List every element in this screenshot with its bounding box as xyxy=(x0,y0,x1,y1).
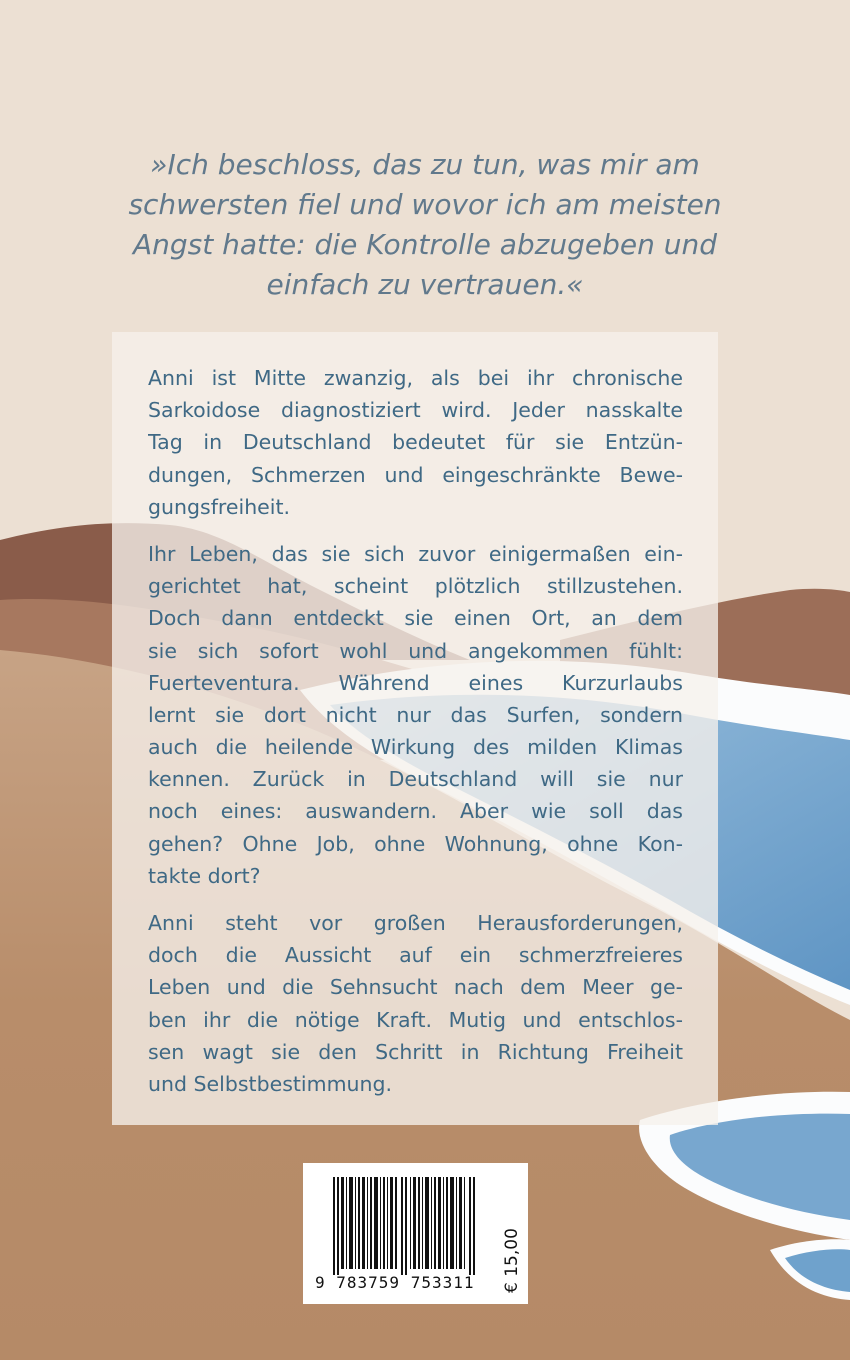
blurb-line: sen wagt sie den Schritt in Richtung Freiheit xyxy=(148,1039,683,1064)
blurb-line: Tag in Deutschland bedeutet für sie Entzün- xyxy=(148,430,683,455)
blurb-line: noch eines: auswandern. Aber wie soll das xyxy=(148,799,683,824)
blurb-paragraph-2 xyxy=(148,538,683,892)
blurb-line: ben ihr die nötige Kraft. Mutig und entschlos- xyxy=(148,1007,683,1032)
isbn-barcode xyxy=(303,1163,528,1304)
blurb-paragraph-1 xyxy=(148,362,683,523)
book-blurb xyxy=(148,362,683,1115)
blurb-line: gungsfreiheit. xyxy=(148,494,291,519)
blurb-line: Sarkoidose diagnostiziert wird. Jeder nasskalte xyxy=(148,398,683,423)
blurb-line: doch die Aussicht auf ein schmerzfreieres xyxy=(148,943,683,968)
blurb-line: gerichtet hat, scheint plötzlich stillzustehen. xyxy=(148,574,683,599)
price-label: € 15,00 xyxy=(502,1228,522,1293)
quote-line: einfach zu vertrauen.« xyxy=(266,268,584,301)
blurb-line: auch die heilende Wirkung des milden Klimas xyxy=(148,735,683,760)
blurb-line: Anni ist Mitte zwanzig, als bei ihr chronische xyxy=(148,366,683,390)
quote-line: Angst hatte: die Kontrolle abzugeben und xyxy=(132,228,718,261)
blurb-line: gehen? Ohne Job, ohne Wohnung, ohne Kon- xyxy=(148,831,683,856)
blurb-line: sie sich sofort wohl und angekommen fühlt: xyxy=(148,638,683,663)
blurb-line: Anni steht vor großen Herausforderungen, xyxy=(148,911,683,935)
cover-quote xyxy=(100,145,750,305)
blurb-paragraph-3 xyxy=(148,907,683,1100)
blurb-line: takte dort? xyxy=(148,863,261,888)
isbn-number: 9 783759 753311 xyxy=(315,1273,475,1292)
blurb-line: dungen, Schmerzen und eingeschränkte Bewe- xyxy=(148,462,683,487)
quote-line: schwersten fiel und wovor ich am meisten xyxy=(128,188,722,221)
blurb-line: Leben und die Sehnsucht nach dem Meer ge- xyxy=(148,975,683,1000)
quote-line: »Ich beschloss, das zu tun, was mir am xyxy=(150,148,700,181)
blurb-line: lernt sie dort nicht nur das Surfen, sondern xyxy=(148,702,683,727)
blurb-line: und Selbstbestimmung. xyxy=(148,1071,393,1096)
blurb-line: Doch dann entdeckt sie einen Ort, an dem xyxy=(148,606,683,631)
blurb-line: kennen. Zurück in Deutschland will sie nur xyxy=(148,767,683,792)
barcode-bars xyxy=(331,1177,481,1277)
blurb-line: Fuerteventura. Während eines Kurzurlaubs xyxy=(148,670,683,695)
blurb-line: Ihr Leben, das sie sich zuvor einigermaßen ein- xyxy=(148,541,683,566)
